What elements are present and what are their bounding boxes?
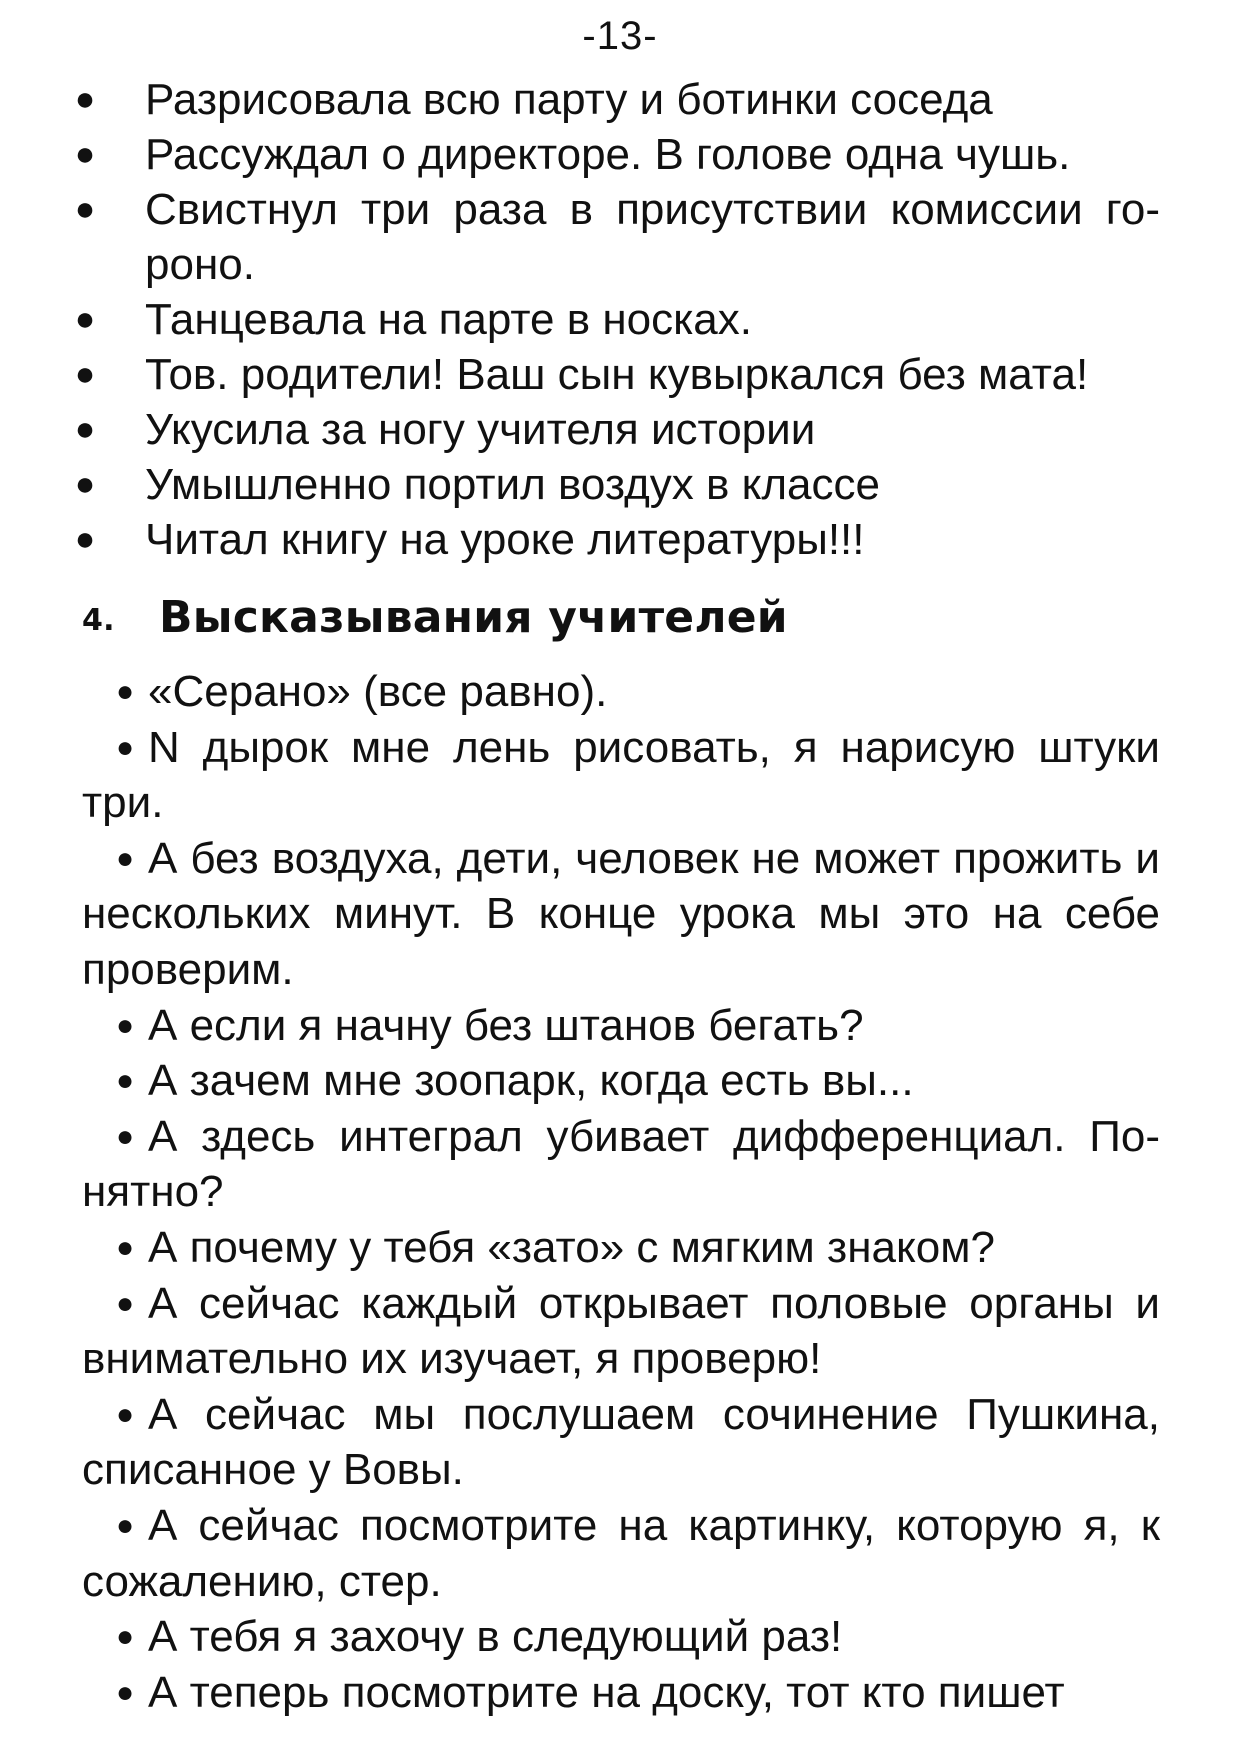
page-number: -13-	[582, 14, 658, 58]
quote-item	[82, 1387, 1160, 1498]
bullet-icon: ●	[74, 465, 96, 503]
list-item	[60, 72, 1160, 127]
bullet-icon: ●	[116, 1230, 135, 1264]
quote-text: А здесь интеграл убивает дифференциал. По-нятно?	[82, 1111, 1160, 1217]
list-item	[60, 402, 1160, 457]
list-item	[60, 347, 1160, 402]
quote-text: А сейчас мы послушаем сочинение Пушкина, списанное у Вовы.	[82, 1389, 1160, 1495]
bullet-icon: ●	[116, 1620, 135, 1654]
quote-text: А если я начну без штанов бегать?	[148, 1000, 864, 1050]
list-item-text: Танцевала на парте в носках.	[145, 295, 752, 344]
bullet-icon: ●	[116, 1675, 135, 1709]
bullet-icon: ●	[74, 355, 96, 393]
quote-text: А тебя я захочу в следующий раз!	[148, 1612, 843, 1662]
bullet-icon: ●	[74, 410, 96, 448]
list-item-text: Рассуждал о директоре. В голове одна чушь.	[145, 130, 1071, 179]
quote-item	[82, 720, 1160, 831]
quote-item	[82, 1665, 1160, 1721]
quote-item	[82, 1276, 1160, 1387]
list-item	[60, 512, 1160, 567]
quote-text: А почему у тебя «зато» с мягким знаком?	[148, 1222, 995, 1272]
bullet-icon: ●	[116, 1064, 135, 1098]
quote-text: N дырок мне лень рисовать, я нарисую штуки три.	[82, 722, 1160, 828]
bullet-icon: ●	[74, 80, 96, 118]
bullet-icon: ●	[116, 1119, 135, 1153]
quote-text: А зачем мне зоопарк, когда есть вы...	[148, 1056, 914, 1106]
list-item	[60, 127, 1160, 182]
bullet-icon: ●	[116, 730, 135, 764]
quote-item	[82, 1498, 1160, 1609]
teacher-quotes	[82, 664, 1160, 1720]
section-number: 4.	[82, 603, 115, 638]
quote-item	[82, 1053, 1160, 1109]
bullet-icon: ●	[116, 675, 135, 708]
section-heading	[82, 590, 788, 649]
bullet-icon: ●	[116, 1008, 135, 1042]
list-item	[60, 182, 1160, 292]
quote-item	[82, 1220, 1160, 1276]
quote-item	[82, 998, 1160, 1054]
bullet-icon: ●	[74, 190, 96, 228]
bullet-icon: ●	[74, 300, 96, 338]
list-item	[60, 457, 1160, 512]
list-item-text: Тов. родители! Ваш сын кувыркался без мата!	[145, 350, 1089, 399]
quote-item	[82, 1109, 1160, 1220]
misbehavior-list	[60, 72, 1160, 567]
list-item	[60, 292, 1160, 347]
bullet-icon: ●	[74, 135, 96, 173]
list-item-text: Свистнул три раза в присутствии комиссии го-роно.	[145, 185, 1160, 289]
list-item-text: Разрисовала всю парту и ботинки соседа	[145, 75, 993, 124]
quote-item	[82, 1609, 1160, 1665]
quote-item	[82, 831, 1160, 998]
bullet-icon: ●	[116, 1508, 135, 1542]
quote-text: «Серано» (все равно).	[148, 667, 608, 716]
bullet-icon: ●	[74, 520, 96, 558]
quote-text: А сейчас посмотрите на картинку, которую я, к сожалению, стер.	[82, 1500, 1160, 1606]
quote-text: А без воздуха, дети, человек не может прожить и нескольких минут. В конце урока мы это на себе проверим.	[82, 833, 1160, 994]
quote-text: А сейчас каждый открывает половые органы и внимательно их изучает, я проверю!	[82, 1278, 1160, 1384]
list-item-text: Умышленно портил воздух в классе	[145, 460, 880, 509]
section-title: Высказывания учителей	[159, 592, 788, 643]
list-item-text: Укусила за ногу учителя истории	[145, 405, 816, 454]
list-item-text: Читал книгу на уроке литературы!!!	[145, 515, 865, 564]
quote-item	[82, 664, 1160, 720]
bullet-icon: ●	[116, 1397, 135, 1431]
quote-text: А теперь посмотрите на доску, тот кто пишет	[148, 1667, 1065, 1717]
bullet-icon: ●	[116, 1286, 135, 1320]
bullet-icon: ●	[116, 841, 135, 875]
